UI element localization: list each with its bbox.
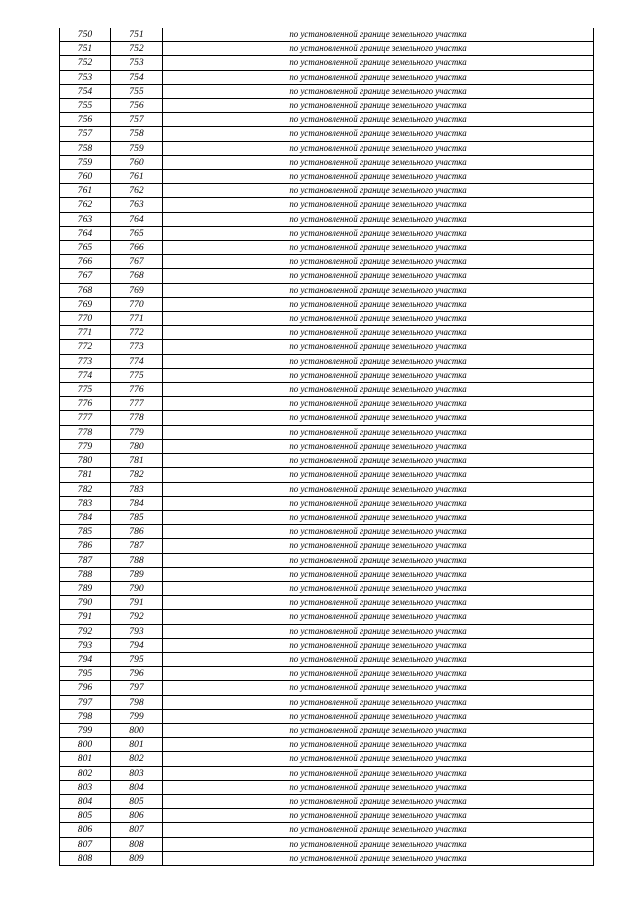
table-row [60, 269, 594, 283]
boundary-description-cell: по установленной границе земельного участка [163, 326, 594, 340]
table-row [60, 553, 594, 567]
point-from-cell: 796 [60, 681, 111, 695]
point-from-cell: 789 [60, 581, 111, 595]
point-from-cell: 767 [60, 269, 111, 283]
point-from-cell: 760 [60, 170, 111, 184]
point-from-cell: 751 [60, 42, 111, 56]
point-from-cell: 794 [60, 652, 111, 666]
boundary-description-cell: по установленной границе земельного участка [163, 823, 594, 837]
point-to-cell: 775 [111, 368, 163, 382]
table-row [60, 113, 594, 127]
point-to-cell: 769 [111, 283, 163, 297]
boundary-description-cell: по установленной границе земельного участка [163, 383, 594, 397]
point-from-cell: 792 [60, 624, 111, 638]
table-row [60, 340, 594, 354]
point-to-cell: 758 [111, 127, 163, 141]
boundary-description-cell: по установленной границе земельного участка [163, 794, 594, 808]
boundary-description-cell: по установленной границе земельного участка [163, 141, 594, 155]
point-from-cell: 784 [60, 510, 111, 524]
point-to-cell: 764 [111, 212, 163, 226]
table-row [60, 780, 594, 794]
point-to-cell: 762 [111, 184, 163, 198]
boundary-description-cell: по установленной границе земельного участка [163, 652, 594, 666]
point-to-cell: 783 [111, 482, 163, 496]
table-row [60, 794, 594, 808]
table-row [60, 56, 594, 70]
table-row [60, 127, 594, 141]
point-from-cell: 775 [60, 383, 111, 397]
boundary-description-cell: по установленной границе земельного участка [163, 397, 594, 411]
boundary-description-cell: по установленной границе земельного участка [163, 695, 594, 709]
point-to-cell: 806 [111, 809, 163, 823]
table-row [60, 397, 594, 411]
boundary-description-cell: по установленной границе земельного участка [163, 638, 594, 652]
table-row [60, 482, 594, 496]
table-row [60, 212, 594, 226]
point-to-cell: 787 [111, 539, 163, 553]
point-to-cell: 773 [111, 340, 163, 354]
table-row [60, 723, 594, 737]
point-from-cell: 762 [60, 198, 111, 212]
table-row [60, 681, 594, 695]
table-row [60, 837, 594, 851]
point-to-cell: 761 [111, 170, 163, 184]
boundary-description-cell: по установленной границе земельного участка [163, 198, 594, 212]
point-from-cell: 802 [60, 766, 111, 780]
point-from-cell: 806 [60, 823, 111, 837]
point-to-cell: 752 [111, 42, 163, 56]
point-from-cell: 779 [60, 439, 111, 453]
boundary-description-cell: по установленной границе земельного участка [163, 269, 594, 283]
boundary-description-cell: по установленной границе земельного участка [163, 780, 594, 794]
point-from-cell: 808 [60, 851, 111, 865]
boundary-description-cell: по установленной границе земельного участка [163, 297, 594, 311]
boundary-description-cell: по установленной границе земельного участка [163, 454, 594, 468]
boundary-description-cell: по установленной границе земельного участка [163, 610, 594, 624]
table-row [60, 411, 594, 425]
point-to-cell: 786 [111, 525, 163, 539]
boundary-description-cell: по установленной границе земельного участка [163, 567, 594, 581]
point-to-cell: 763 [111, 198, 163, 212]
point-from-cell: 799 [60, 723, 111, 737]
table-row [60, 638, 594, 652]
point-from-cell: 763 [60, 212, 111, 226]
boundary-description-cell: по установленной границе земельного участка [163, 553, 594, 567]
point-from-cell: 759 [60, 155, 111, 169]
point-from-cell: 782 [60, 482, 111, 496]
boundary-description-cell: по установленной границе земельного участка [163, 354, 594, 368]
table-row [60, 198, 594, 212]
boundary-description-cell: по установленной границе земельного участка [163, 738, 594, 752]
table-row [60, 539, 594, 553]
table-row [60, 525, 594, 539]
boundary-description-cell: по установленной границе земельного участка [163, 624, 594, 638]
point-to-cell: 803 [111, 766, 163, 780]
table-row [60, 610, 594, 624]
boundary-description-cell: по установленной границе земельного участка [163, 596, 594, 610]
boundary-description-cell: по установленной границе земельного участка [163, 340, 594, 354]
boundary-description-cell: по установленной границе земельного участка [163, 851, 594, 865]
point-from-cell: 805 [60, 809, 111, 823]
table-row [60, 170, 594, 184]
boundary-description-cell: по установленной границе земельного участка [163, 766, 594, 780]
point-from-cell: 768 [60, 283, 111, 297]
table-row [60, 581, 594, 595]
point-to-cell: 790 [111, 581, 163, 595]
boundary-description-cell: по установленной границе земельного участка [163, 127, 594, 141]
boundary-description-cell: по установленной границе земельного участка [163, 155, 594, 169]
table-row [60, 99, 594, 113]
table-row [60, 823, 594, 837]
point-from-cell: 753 [60, 70, 111, 84]
boundary-description-cell: по установленной границе земельного участка [163, 212, 594, 226]
table-row [60, 624, 594, 638]
boundary-description-cell: по установленной границе земельного участка [163, 581, 594, 595]
point-to-cell: 756 [111, 99, 163, 113]
table-row [60, 226, 594, 240]
boundary-description-cell: по установленной границе земельного участка [163, 28, 594, 42]
point-to-cell: 760 [111, 155, 163, 169]
point-to-cell: 771 [111, 312, 163, 326]
point-to-cell: 767 [111, 255, 163, 269]
point-from-cell: 776 [60, 397, 111, 411]
point-to-cell: 768 [111, 269, 163, 283]
point-to-cell: 791 [111, 596, 163, 610]
boundary-description-cell: по установленной границе земельного участка [163, 411, 594, 425]
point-to-cell: 801 [111, 738, 163, 752]
point-to-cell: 796 [111, 667, 163, 681]
point-to-cell: 757 [111, 113, 163, 127]
point-to-cell: 789 [111, 567, 163, 581]
boundary-description-cell: по установленной границе земельного участка [163, 255, 594, 269]
table-row [60, 326, 594, 340]
point-to-cell: 782 [111, 468, 163, 482]
point-from-cell: 752 [60, 56, 111, 70]
boundary-description-cell: по установленной границе земельного участка [163, 681, 594, 695]
boundary-description-cell: по установленной границе земельного участка [163, 837, 594, 851]
table-row [60, 752, 594, 766]
point-from-cell: 778 [60, 425, 111, 439]
point-to-cell: 781 [111, 454, 163, 468]
point-from-cell: 803 [60, 780, 111, 794]
point-to-cell: 766 [111, 241, 163, 255]
point-from-cell: 807 [60, 837, 111, 851]
point-to-cell: 788 [111, 553, 163, 567]
boundary-description-cell: по установленной границе земельного участка [163, 368, 594, 382]
table-row [60, 241, 594, 255]
point-to-cell: 770 [111, 297, 163, 311]
boundary-description-cell: по установленной границе земельного участка [163, 241, 594, 255]
point-to-cell: 808 [111, 837, 163, 851]
point-to-cell: 809 [111, 851, 163, 865]
point-from-cell: 786 [60, 539, 111, 553]
point-to-cell: 765 [111, 226, 163, 240]
point-to-cell: 804 [111, 780, 163, 794]
point-from-cell: 754 [60, 84, 111, 98]
boundary-table-body [60, 28, 594, 865]
point-to-cell: 772 [111, 326, 163, 340]
point-from-cell: 755 [60, 99, 111, 113]
point-from-cell: 780 [60, 454, 111, 468]
table-row [60, 510, 594, 524]
point-from-cell: 781 [60, 468, 111, 482]
table-row [60, 567, 594, 581]
point-to-cell: 807 [111, 823, 163, 837]
table-row [60, 454, 594, 468]
boundary-description-cell: по установленной границе земельного участка [163, 482, 594, 496]
point-from-cell: 764 [60, 226, 111, 240]
point-from-cell: 770 [60, 312, 111, 326]
boundary-description-cell: по установленной границе земельного участка [163, 667, 594, 681]
point-from-cell: 756 [60, 113, 111, 127]
point-from-cell: 765 [60, 241, 111, 255]
table-row [60, 766, 594, 780]
table-row [60, 667, 594, 681]
point-from-cell: 766 [60, 255, 111, 269]
table-row [60, 468, 594, 482]
boundary-description-cell: по установленной границе земельного участка [163, 170, 594, 184]
boundary-description-cell: по установленной границе земельного участка [163, 226, 594, 240]
table-row [60, 155, 594, 169]
boundary-description-cell: по установленной границе земельного участка [163, 42, 594, 56]
boundary-description-cell: по установленной границе земельного участка [163, 525, 594, 539]
table-row [60, 184, 594, 198]
point-to-cell: 802 [111, 752, 163, 766]
boundary-description-cell: по установленной границе земельного участка [163, 312, 594, 326]
boundary-description-cell: по установленной границе земельного участка [163, 425, 594, 439]
table-row [60, 738, 594, 752]
point-to-cell: 778 [111, 411, 163, 425]
table-row [60, 354, 594, 368]
point-to-cell: 793 [111, 624, 163, 638]
table-row [60, 283, 594, 297]
point-to-cell: 780 [111, 439, 163, 453]
point-from-cell: 772 [60, 340, 111, 354]
boundary-description-cell: по установленной границе земельного участка [163, 468, 594, 482]
point-from-cell: 758 [60, 141, 111, 155]
point-from-cell: 761 [60, 184, 111, 198]
point-to-cell: 784 [111, 496, 163, 510]
table-row [60, 709, 594, 723]
table-row [60, 383, 594, 397]
table-row [60, 695, 594, 709]
point-from-cell: 790 [60, 596, 111, 610]
point-to-cell: 797 [111, 681, 163, 695]
table-row [60, 312, 594, 326]
point-from-cell: 798 [60, 709, 111, 723]
point-to-cell: 792 [111, 610, 163, 624]
point-from-cell: 773 [60, 354, 111, 368]
point-from-cell: 800 [60, 738, 111, 752]
point-to-cell: 794 [111, 638, 163, 652]
table-row [60, 425, 594, 439]
boundary-description-cell: по установленной границе земельного участка [163, 510, 594, 524]
point-from-cell: 787 [60, 553, 111, 567]
point-to-cell: 753 [111, 56, 163, 70]
table-row [60, 42, 594, 56]
point-to-cell: 795 [111, 652, 163, 666]
document-page [59, 28, 593, 866]
boundary-description-cell: по установленной границе земельного участка [163, 113, 594, 127]
table-row [60, 28, 594, 42]
boundary-description-cell: по установленной границе земельного участка [163, 184, 594, 198]
point-to-cell: 776 [111, 383, 163, 397]
point-to-cell: 751 [111, 28, 163, 42]
point-to-cell: 799 [111, 709, 163, 723]
boundary-description-cell: по установленной границе земельного участка [163, 752, 594, 766]
point-to-cell: 774 [111, 354, 163, 368]
boundary-description-cell: по установленной границе земельного участка [163, 709, 594, 723]
table-row [60, 70, 594, 84]
table-row [60, 255, 594, 269]
table-row [60, 496, 594, 510]
table-row [60, 297, 594, 311]
point-from-cell: 750 [60, 28, 111, 42]
boundary-points-table [59, 28, 594, 866]
table-row [60, 809, 594, 823]
point-from-cell: 774 [60, 368, 111, 382]
boundary-description-cell: по установленной границе земельного участка [163, 56, 594, 70]
point-to-cell: 759 [111, 141, 163, 155]
table-row [60, 596, 594, 610]
table-row [60, 652, 594, 666]
point-from-cell: 804 [60, 794, 111, 808]
point-from-cell: 793 [60, 638, 111, 652]
boundary-description-cell: по установленной границе земельного участка [163, 283, 594, 297]
point-to-cell: 777 [111, 397, 163, 411]
point-from-cell: 788 [60, 567, 111, 581]
point-to-cell: 805 [111, 794, 163, 808]
boundary-description-cell: по установленной границе земельного участка [163, 70, 594, 84]
point-to-cell: 798 [111, 695, 163, 709]
point-from-cell: 777 [60, 411, 111, 425]
point-to-cell: 754 [111, 70, 163, 84]
boundary-description-cell: по установленной границе земельного участка [163, 539, 594, 553]
point-from-cell: 771 [60, 326, 111, 340]
point-from-cell: 791 [60, 610, 111, 624]
point-to-cell: 785 [111, 510, 163, 524]
point-from-cell: 785 [60, 525, 111, 539]
boundary-description-cell: по установленной границе земельного участка [163, 439, 594, 453]
table-row [60, 439, 594, 453]
point-to-cell: 800 [111, 723, 163, 737]
point-from-cell: 757 [60, 127, 111, 141]
boundary-description-cell: по установленной границе земельного участка [163, 496, 594, 510]
table-row [60, 84, 594, 98]
point-from-cell: 795 [60, 667, 111, 681]
boundary-description-cell: по установленной границе земельного участка [163, 723, 594, 737]
boundary-description-cell: по установленной границе земельного участка [163, 99, 594, 113]
point-to-cell: 779 [111, 425, 163, 439]
boundary-description-cell: по установленной границе земельного участка [163, 84, 594, 98]
table-row [60, 141, 594, 155]
point-to-cell: 755 [111, 84, 163, 98]
point-from-cell: 801 [60, 752, 111, 766]
table-row [60, 368, 594, 382]
point-from-cell: 783 [60, 496, 111, 510]
point-from-cell: 769 [60, 297, 111, 311]
table-row [60, 851, 594, 865]
boundary-description-cell: по установленной границе земельного участка [163, 809, 594, 823]
point-from-cell: 797 [60, 695, 111, 709]
